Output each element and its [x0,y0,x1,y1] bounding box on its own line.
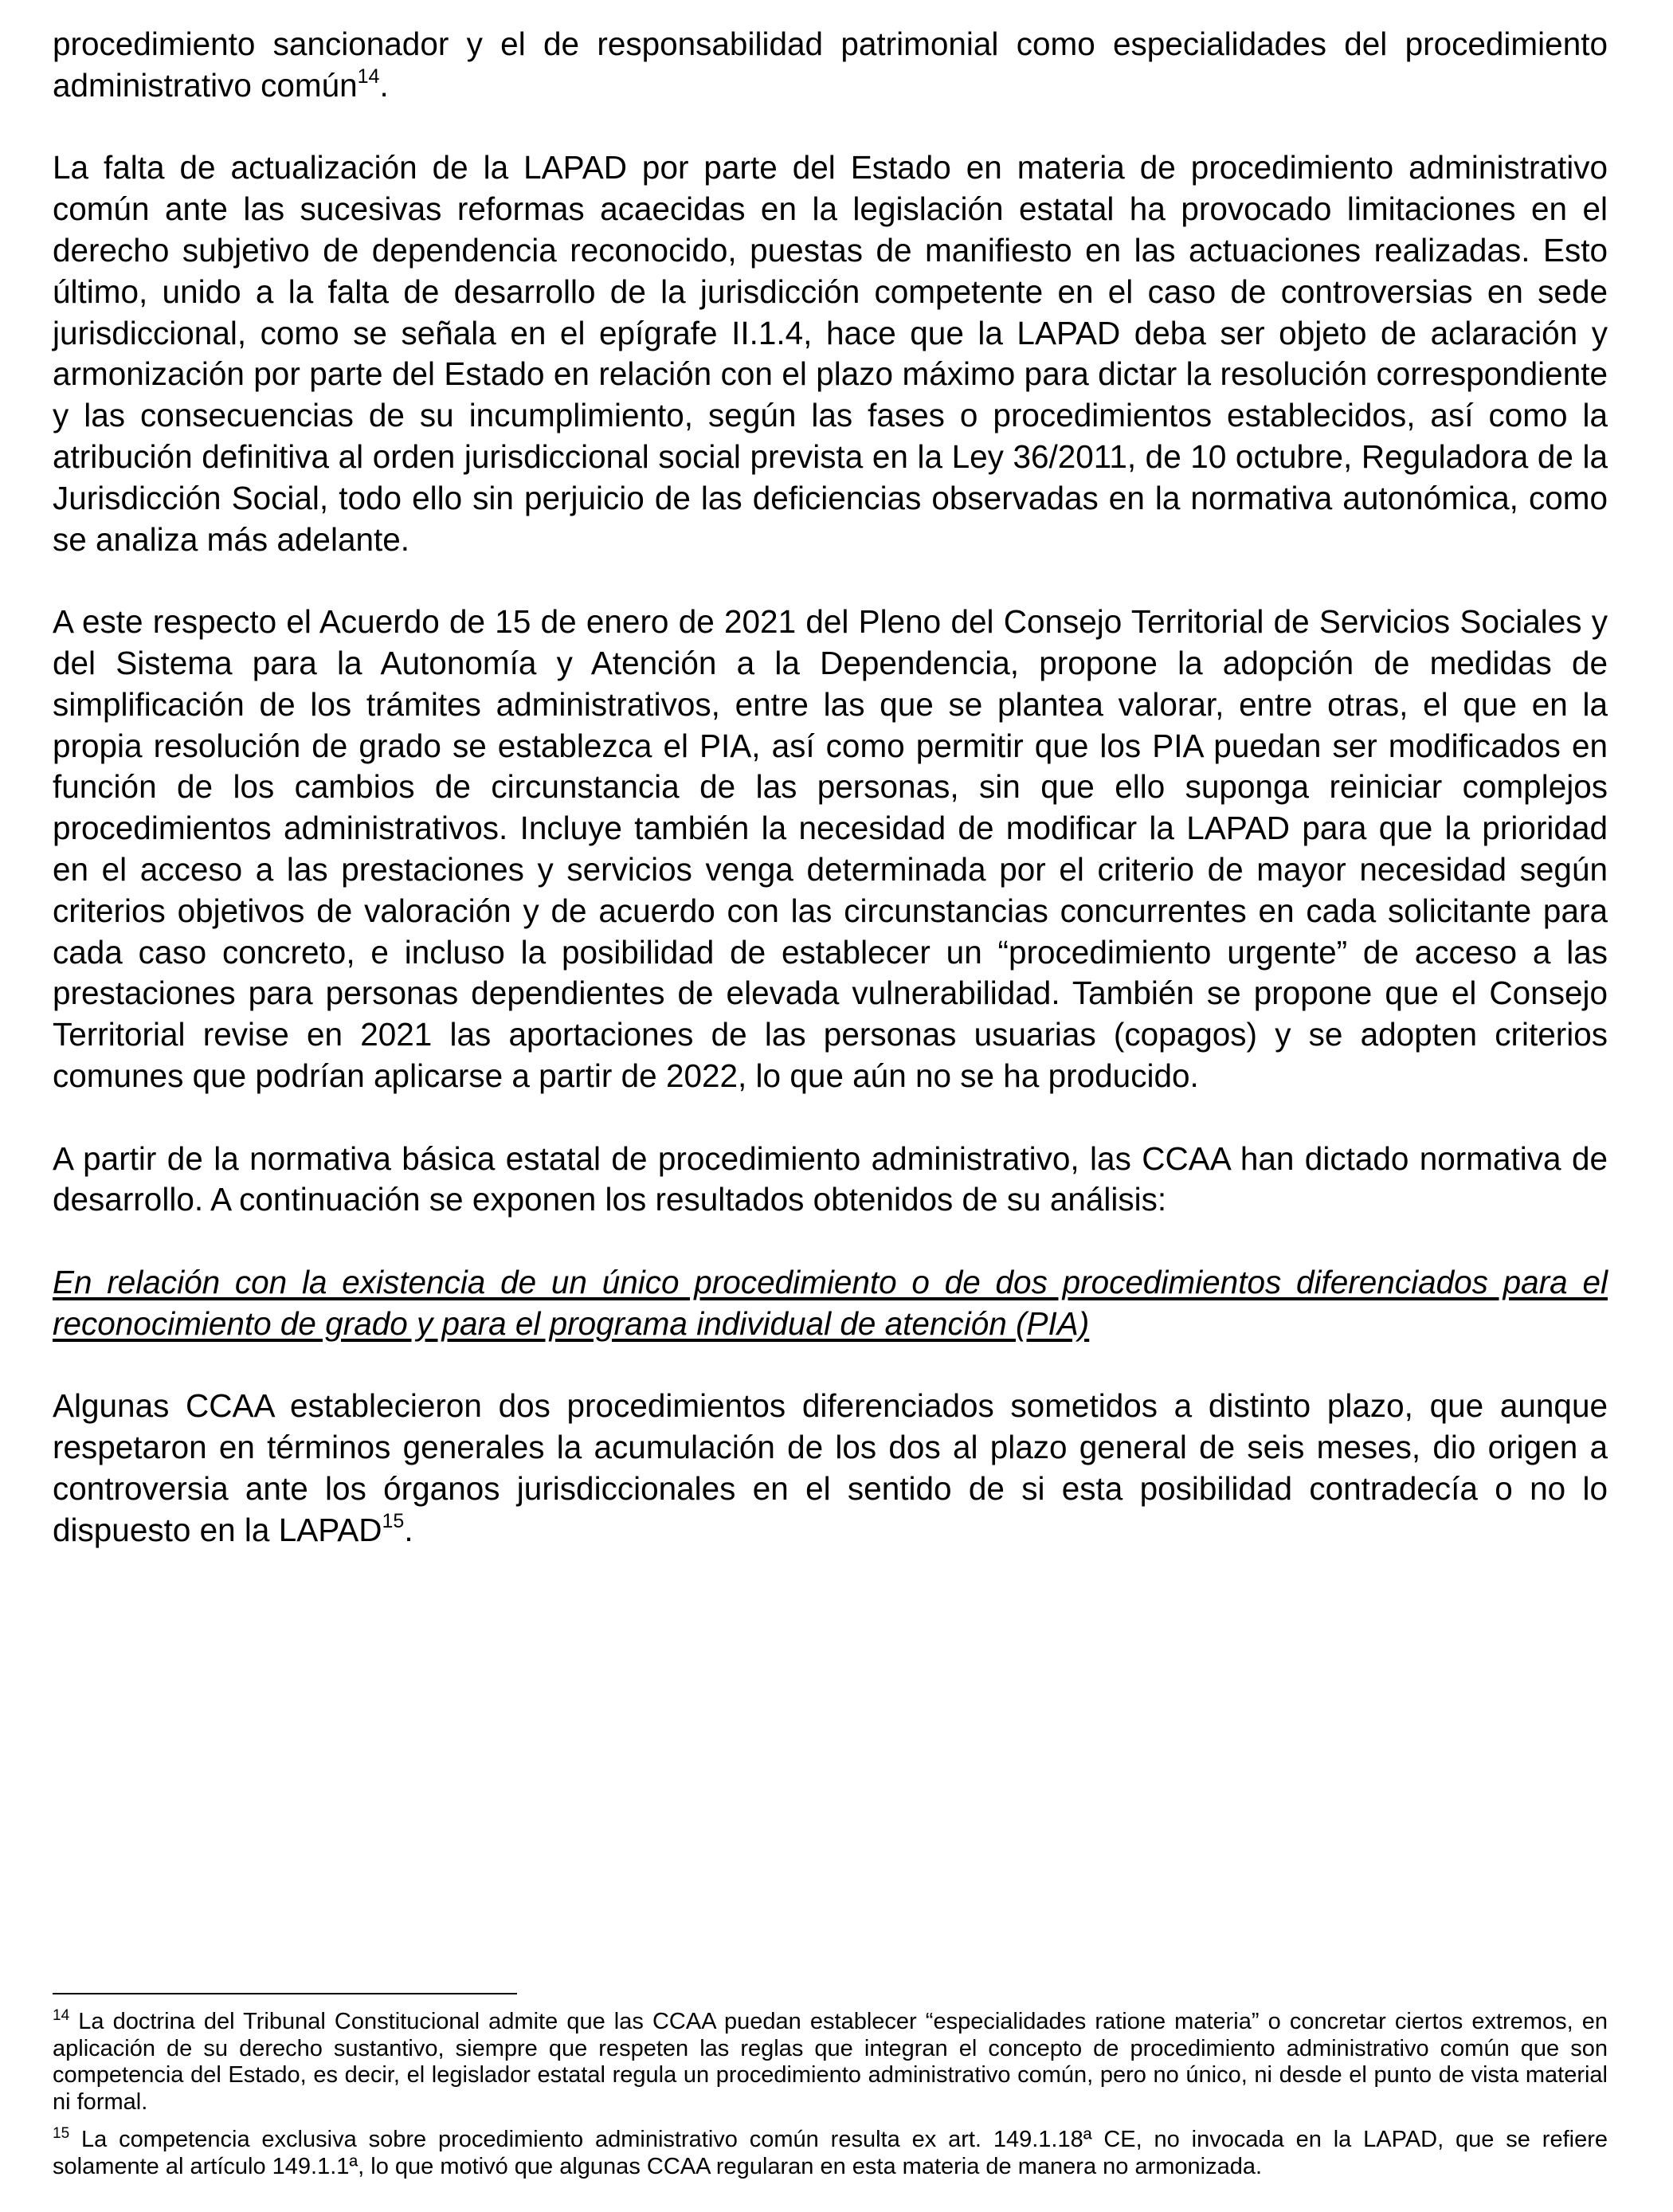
paragraph-3: A este respecto el Acuerdo de 15 de enero de 2021 del Pleno del Consejo Territorial de Servicios Sociales y del Sistema para la Autonomía y Atención a la Dependencia, propone la adopción de medidas de simplificación de los trámites administrativos, entre las que se plantea valorar, entre otras, el que en la propia resolución de grado se establezca el PIA, así como permitir que los PIA puedan ser modificados en función de los cambios de circunstancia de las personas, sin que ello suponga reiniciar complejos procedimientos administrativos. Incluye también la necesidad de modificar la LAPAD para que la prioridad en el acceso a las prestaciones y servicios venga determinada por el criterio de mayor necesidad según criterios objetivos de valoración y de acuerdo con las circunstancias concurrentes en cada solicitante para cada caso concreto, e incluso la posibilidad de establecer un “procedimiento urgente” de acceso a las prestaciones para personas dependientes de elevada vulnerabilidad. También se propone que el Consejo Territorial revise en 2021 las aportaciones de las personas usuarias (copagos) y se adopten criterios comunes que podrían aplicarse a partir de 2022, lo que aún no se ha producido. [53,603,1608,1094]
footnote-ref-14[interactable]: 14 [357,65,380,88]
paragraph-5-text: Algunas CCAA establecieron dos procedimientos diferenciados sometidos a distinto plazo, que aunque respetaron en términos generales la acumulación de los dos al plazo general de seis meses, dio origen a controversia ante los órganos jurisdiccionales en el sentido de si esta posibilidad contradecía o no lo dispuesto en la LAPAD [53,1387,1608,1548]
footnote-text: La competencia exclusiva sobre procedimiento administrativo común resulta ex art. 149.1.18ª CE, no invocada en la LAPAD, que se refiere solamente al artículo 149.1.1ª, lo que motivó que algunas CCAA regularan en esta materia de manera no armonizada. [53,2127,1608,2179]
paragraph-5 [53,1386,1608,1551]
paragraph-1 [53,24,1608,107]
paragraph-2: La falta de actualización de la LAPAD por parte del Estado en materia de procedimiento administrativo común ante las sucesivas reformas acaecidas en la legislación estatal ha provocado limitaciones en el derecho subjetivo de dependencia reconocido, puestas de manifiesto en las actuaciones realizadas. Esto último, unido a la falta de desarrollo de la jurisdicción competente en el caso de controversias en sede jurisdiccional, como se señala en el epígrafe II.1.4, hace que la LAPAD deba ser objeto de aclaración y armonización por parte del Estado en relación con el plazo máximo para dictar la resolución correspondiente y las consecuencias de su incumplimiento, según las fases o procedimientos establecidos, así como la atribución definitiva al orden jurisdiccional social prevista en la Ley 36/2011, de 10 octubre, Reguladora de la Jurisdicción Social, todo ello sin perjuicio de las deficiencias observadas en la normativa autonómica, como se analiza más adelante. [53,149,1608,558]
footnote-ref-15[interactable]: 15 [382,1509,405,1532]
section-heading: En relación con la existencia de un único procedimiento o de dos procedimientos diferenciados para el reconocimiento de grado y para el programa individual de atención (PIA) [53,1263,1608,1342]
paragraph-1-end: . [379,66,389,104]
paragraph-5-end: . [404,1511,413,1548]
paragraph-4: A partir de la normativa básica estatal de procedimiento administrativo, las CCAA han dictado normativa de desarrollo. A continuación se exponen los resultados obtenidos de su análisis: [53,1139,1608,1218]
footnote-number: 15 [53,2125,70,2143]
footnotes [53,2009,1608,2192]
footnote-separator [53,1993,517,1994]
footnote-15 [53,2127,1608,2180]
footnote-number: 14 [53,2007,70,2024]
footnote-text: La doctrina del Tribunal Constitucional admite que las CCAA puedan establecer “especialidades ratione materia” o concretar ciertos extremos, en aplicación de su derecho sustantivo, siempre que respeten las reglas que integran el concepto de procedimiento administrativo común que son competencia del Estado, es decir, el legislador estatal regula un procedimiento administrativo común, pero no único, ni desde el punto de vista material ni formal. [53,2009,1608,2115]
paragraph-1-text: procedimiento sancionador y el de responsabilidad patrimonial como especialidades del procedimiento administrativo común [53,25,1608,104]
footnote-14 [53,2009,1608,2116]
document-body [53,24,1608,1592]
